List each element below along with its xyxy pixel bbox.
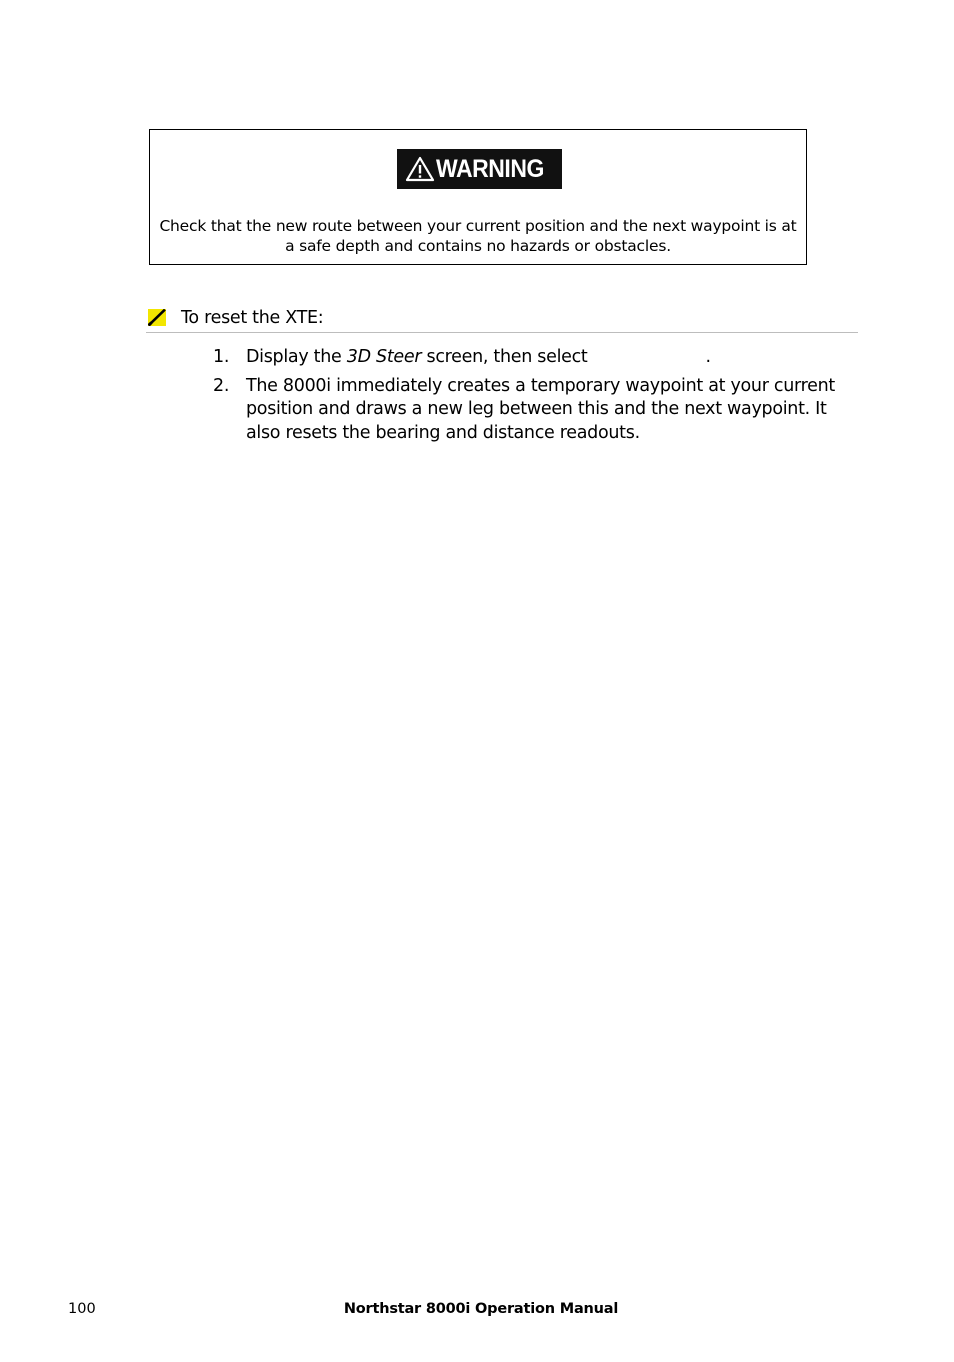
warning-badge bbox=[397, 149, 562, 189]
warning-label: WARNING bbox=[436, 154, 545, 183]
step-end: . bbox=[705, 347, 711, 367]
warning-box bbox=[149, 129, 807, 265]
screen-name: 3D Steer bbox=[346, 347, 422, 367]
step-prefix: Display the bbox=[246, 347, 347, 367]
step-suffix: screen, then select bbox=[421, 347, 588, 367]
procedure-header bbox=[146, 307, 858, 333]
page-number: 100 bbox=[68, 1301, 96, 1317]
yellow-pencil-icon bbox=[148, 309, 166, 326]
procedure-title: To reset the XTE: bbox=[181, 308, 324, 328]
step-text: The 8000i immediately creates a temporary waypoint at your current position and draws a new leg between this and the next waypoint. It also resets the bearing and distance readouts. bbox=[246, 375, 835, 443]
manual-title: Northstar 8000i Operation Manual bbox=[343, 1301, 619, 1317]
step-number: 2. bbox=[213, 375, 230, 396]
step-number: 1. bbox=[213, 347, 230, 367]
list-item bbox=[213, 375, 843, 446]
list-item bbox=[213, 346, 843, 370]
warning-text: Check that the new route between your current position and the next waypoint is at a safe depth and contains no hazards or obstacles. bbox=[159, 217, 797, 255]
warning-triangle-icon bbox=[405, 156, 435, 182]
step-text bbox=[246, 346, 843, 370]
procedure-steps bbox=[213, 346, 843, 450]
